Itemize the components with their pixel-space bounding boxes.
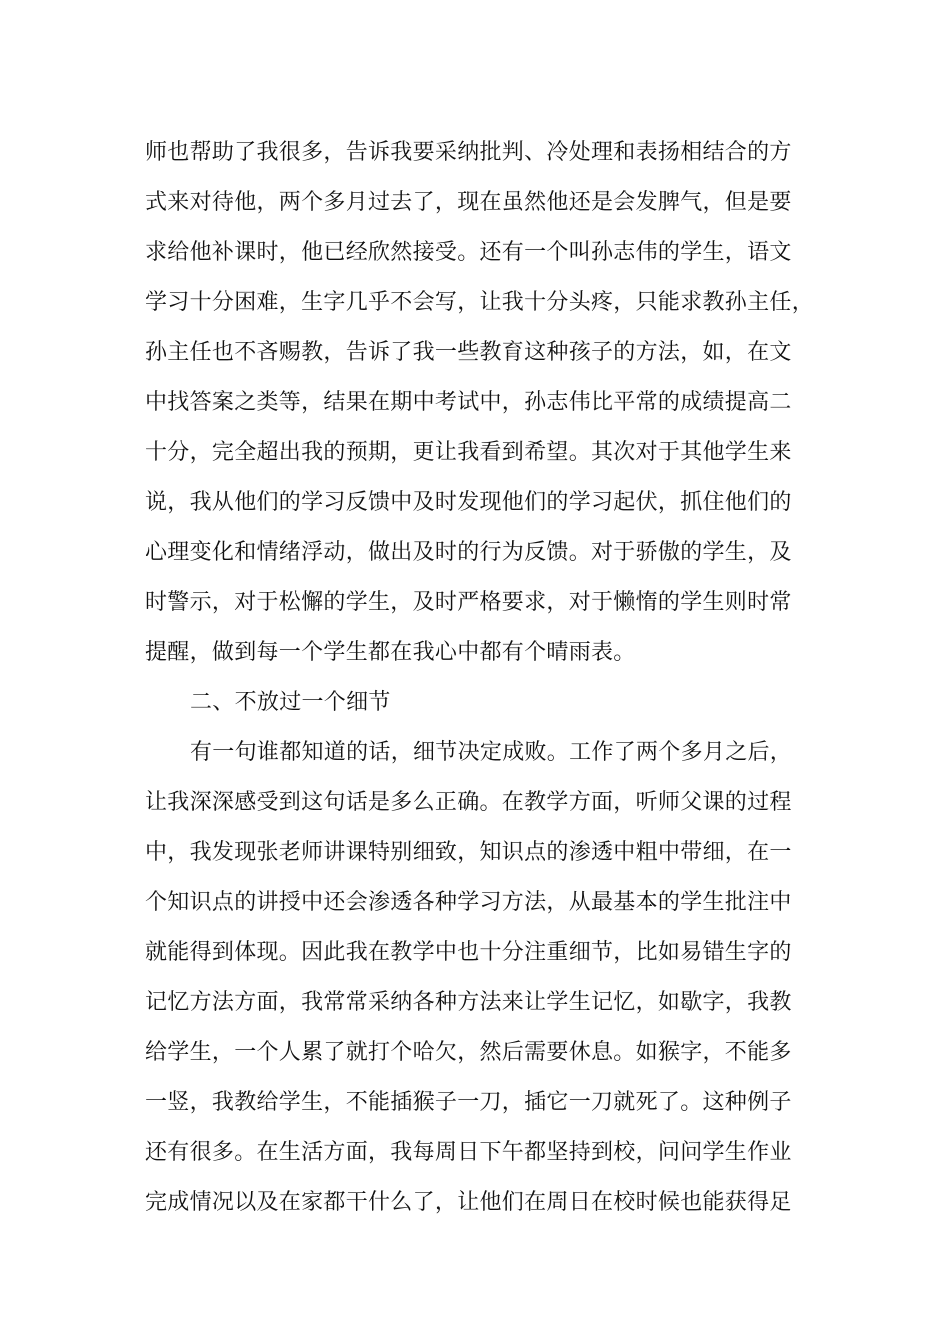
text-line: 时警示，对于松懈的学生，及时严格要求，对于懒惰的学生则时常 — [145, 590, 792, 615]
text-line: 心理变化和情绪浮动，做出及时的行为反馈。对于骄傲的学生，及 — [145, 540, 792, 565]
text-line: 学习十分困难，生字几乎不会写，让我十分头疼，只能求教孙主任， — [145, 290, 815, 315]
text-line: 式来对待他，两个多月过去了，现在虽然他还是会发脾气，但是要 — [145, 190, 792, 215]
text-line: 中，我发现张老师讲课特别细致，知识点的渗透中粗中带细，在一 — [145, 840, 792, 865]
text-line: 让我深深感受到这句话是多么正确。在教学方面，听师父课的过程 — [145, 790, 792, 815]
text-line: 中找答案之类等，结果在期中考试中，孙志伟比平常的成绩提高二 — [145, 390, 792, 415]
text-line: 完成情况以及在家都干什么了，让他们在周日在校时候也能获得足 — [145, 1190, 792, 1215]
text-line: 一竖，我教给学生，不能插猴子一刀，插它一刀就死了。这种例子 — [145, 1090, 792, 1115]
text-line: 记忆方法方面，我常常采纳各种方法来让学生记忆，如歇字，我教 — [145, 990, 792, 1015]
paragraph-first-line: 有一句谁都知道的话，细节决定成败。工作了两个多月之后， — [190, 740, 793, 765]
text-line: 求给他补课时，他已经欣然接受。还有一个叫孙志伟的学生，语文 — [145, 240, 792, 265]
text-line: 十分，完全超出我的预期，更让我看到希望。其次对于其他学生来 — [145, 440, 792, 465]
text-line: 就能得到体现。因此我在教学中也十分注重细节，比如易错生字的 — [145, 940, 792, 965]
text-line: 师也帮助了我很多，告诉我要采纳批判、冷处理和表扬相结合的方 — [145, 140, 792, 165]
text-line: 给学生，一个人累了就打个哈欠，然后需要休息。如猴字，不能多 — [145, 1040, 792, 1065]
text-line: 个知识点的讲授中还会渗透各种学习方法，从最基本的学生批注中 — [145, 890, 792, 915]
text-line: 说，我从他们的学习反馈中及时发现他们的学习起伏，抓住他们的 — [145, 490, 792, 515]
body-text — [145, 128, 835, 1228]
section-heading: 二、不放过一个细节 — [190, 690, 391, 715]
text-line: 还有很多。在生活方面，我每周日下午都坚持到校，问问学生作业 — [145, 1140, 792, 1165]
text-line: 提醒，做到每一个学生都在我心中都有个晴雨表。 — [145, 640, 636, 665]
text-line: 孙主任也不吝赐教，告诉了我一些教育这种孩子的方法，如，在文 — [145, 340, 792, 365]
